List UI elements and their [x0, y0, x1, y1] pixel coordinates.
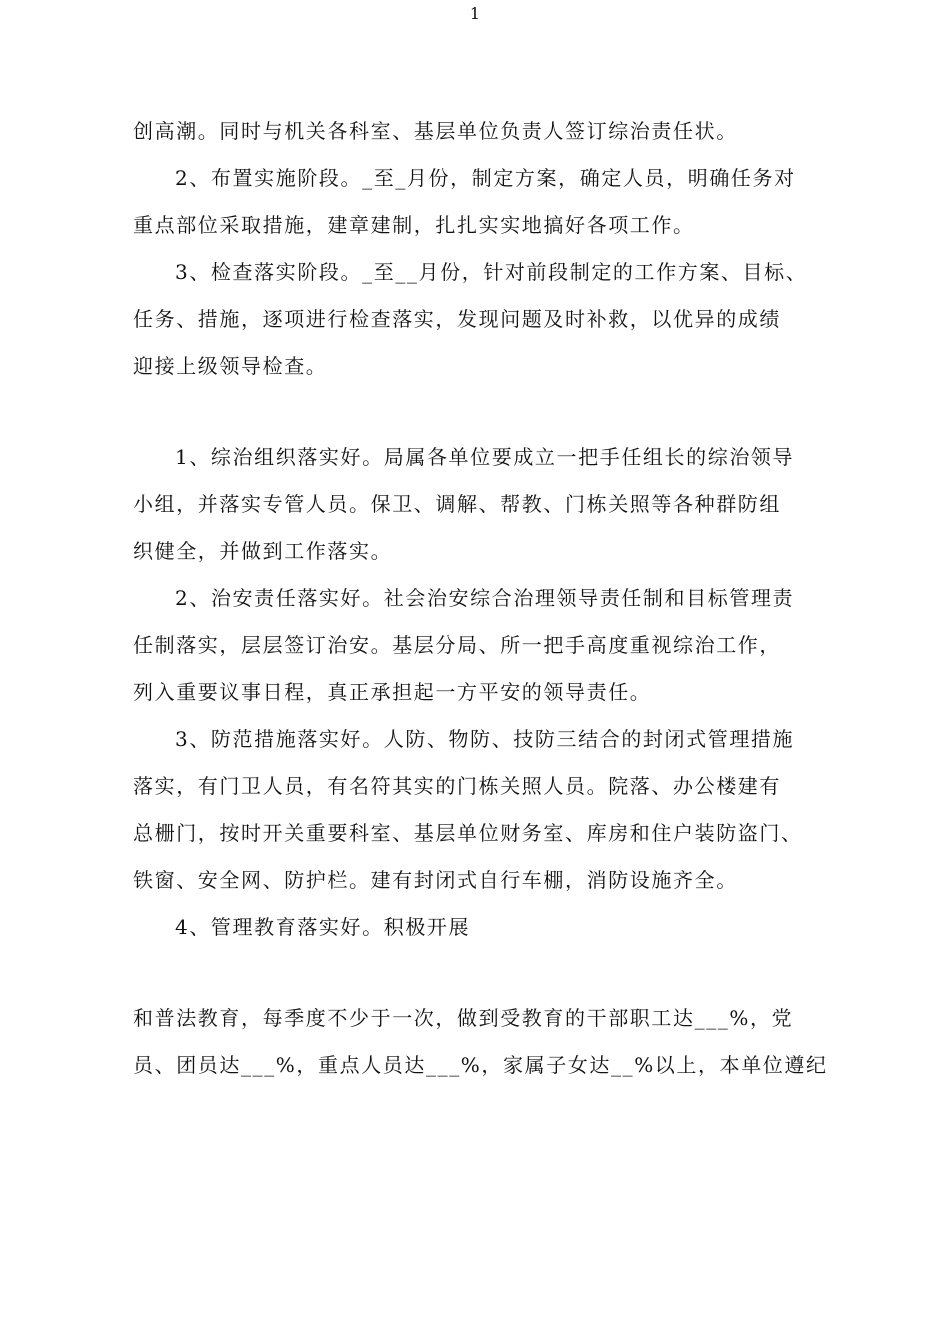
text-line: 3、防范措施落实好。人防、物防、技防三结合的封闭式管理措施: [175, 727, 795, 751]
text-line: 2、布置实施阶段。_至_月份，制定方案，确定人员，明确任务对: [175, 166, 796, 190]
text-line: 重点部位采取措施，建章建制，扎扎实实地搞好各项工作。: [133, 213, 695, 237]
text-line: 4、管理教育落实好。积极开展: [175, 915, 471, 939]
page-number: 1: [469, 4, 481, 23]
text-line: 铁窗、安全网、防护栏。建有封闭式自行车棚，消防设施齐全。: [133, 868, 738, 892]
text-line: 列入重要议事日程，真正承担起一方平安的领导责任。: [133, 680, 652, 704]
text-line: 1、综治组织落实好。局属各单位要成立一把手任组长的综治领导: [175, 445, 795, 469]
section-gap: [133, 951, 823, 995]
text-line: 3、检查落实阶段。_至__月份，针对前段制定的工作方案、目标、: [175, 260, 808, 284]
text-line: 落实，有门卫人员，有名符其实的门栋关照人员。院落、办公楼建有: [133, 774, 781, 798]
text-line: 和普法教育，每季度不少于一次，做到受教育的干部职工达___%，党: [133, 1006, 794, 1030]
text-line: 员、团员达___%，重点人员达___%，家属子女达__%以上，本单位遵纪: [133, 1053, 828, 1077]
text-line: 2、治安责任落实好。社会治安综合治理领导责任制和目标管理责: [175, 586, 795, 610]
text-line: 创高潮。同时与机关各科室、基层单位负责人签订综治责任状。: [133, 119, 738, 143]
text-line: 迎接上级领导检查。: [133, 354, 328, 378]
document-body: [133, 108, 828, 1089]
text-line: 织健全，并做到工作落实。: [133, 539, 393, 563]
text-line: 任务、措施，逐项进行检查落实，发现问题及时补救，以优异的成绩: [133, 307, 781, 331]
text-line: 小组，并落实专管人员。保卫、调解、帮教、门栋关照等各种群防组: [133, 492, 781, 516]
section-gap: [133, 390, 823, 434]
text-line: 总栅门，按时开关重要科室、基层单位财务室、库房和住户装防盗门、: [133, 821, 803, 845]
text-line: 任制落实，层层签订治安。基层分局、所一把手高度重视综治工作，: [133, 633, 781, 657]
